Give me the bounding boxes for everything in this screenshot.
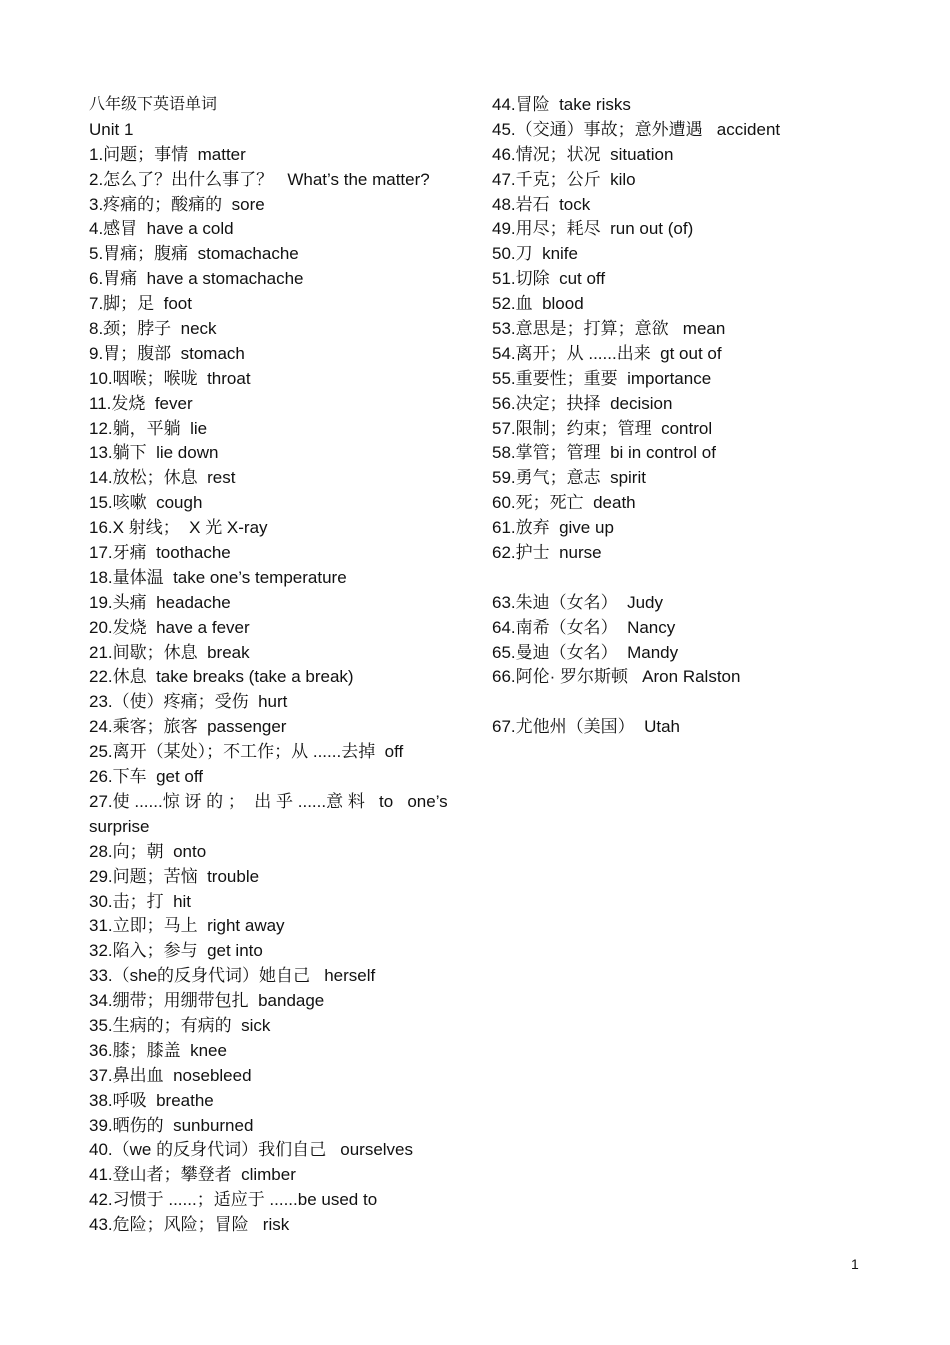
vocab-entry: 36.膝；膝盖 knee: [89, 1040, 227, 1060]
vocab-entry: 20.发烧 have a fever: [89, 617, 250, 637]
vocab-entry: 19.头痛 headache: [89, 592, 231, 612]
vocab-entry: 64.南希（女名） Nancy: [492, 617, 676, 637]
vocab-entry: 5.胃痛；腹痛 stomachache: [89, 244, 299, 264]
vocab-entry: 6.胃痛 have a stomachache: [89, 269, 304, 289]
right-entries-list: [492, 93, 932, 740]
vocab-entry: 58.掌管；管理 bi in control of: [492, 443, 716, 463]
vocab-entry: 10.咽喉；喉咙 throat: [89, 368, 251, 388]
left-entries-list: [89, 143, 479, 1238]
vocab-entry: 3.疼痛的；酸痛的 sore: [89, 194, 265, 214]
vocab-entry: 26.下车 get off: [89, 767, 204, 787]
vocab-entry: 37.鼻出血 nosebleed: [89, 1065, 252, 1085]
blank-line: [492, 566, 932, 591]
vocab-entry: 23.（使）疼痛；受伤 hurt: [89, 692, 288, 712]
vocab-entry: 46.情况；状况 situation: [492, 144, 674, 164]
vocab-entry: 54.离开；从 ......出来 gt out of: [492, 343, 722, 363]
vocab-entry: 14.放松；休息 rest: [89, 468, 236, 488]
vocab-entry: 2.怎么了？出什么事了？ What’s the matter?: [89, 169, 430, 189]
page-number: 1: [851, 1256, 859, 1272]
vocab-entry: 1.问题；事情 matter: [89, 144, 246, 164]
vocab-entry: 62.护士 nurse: [492, 543, 602, 563]
vocab-entry: 35.生病的；有病的 sick: [89, 1015, 271, 1035]
vocab-entry: 34.绷带；用绷带包扎 bandage: [89, 991, 325, 1011]
vocab-entry: 30.击；打 hit: [89, 891, 192, 911]
vocab-entry: 18.量体温 take one’s temperature: [89, 567, 347, 587]
vocab-entry: 13.躺下 lie down: [89, 443, 219, 463]
vocab-entry: 29.问题；苦恼 trouble: [89, 866, 260, 886]
vocab-entry: 56.决定；抉择 decision: [492, 393, 673, 413]
vocab-entry: 52.血 blood: [492, 294, 584, 314]
vocab-entry: 41.登山者；攀登者 climber: [89, 1165, 296, 1185]
vocab-entry: 12.躺，平躺 lie: [89, 418, 208, 438]
vocab-entry: 48.岩石 tock: [492, 194, 591, 214]
vocab-entry: 42.习惯于 ......；适应于 ......be used to: [89, 1190, 378, 1210]
vocab-entry: 47.千克；公斤 kilo: [492, 169, 636, 189]
vocab-entry: 59.勇气；意志 spirit: [492, 468, 646, 488]
vocab-entry: 32.陷入；参与 get into: [89, 941, 263, 961]
vocab-entry: 24.乘客；旅客 passenger: [89, 717, 287, 737]
vocab-entry: 15.咳嗽 cough: [89, 493, 203, 513]
vocab-entry: 51.切除 cut off: [492, 269, 606, 289]
vocab-entry: 9.胃；腹部 stomach: [89, 343, 245, 363]
unit-heading: Unit 1: [89, 119, 134, 139]
vocab-entry: 22.休息 take breaks (take a break): [89, 667, 354, 687]
vocab-entry: 39.晒伤的 sunburned: [89, 1115, 254, 1135]
vocab-entry: 50.刀 knife: [492, 244, 578, 264]
vocab-entry: 4.感冒 have a cold: [89, 219, 234, 239]
vocab-entry: 11.发烧 fever: [89, 393, 193, 413]
vocab-entry: 66.阿伦· 罗尔斯顿 Aron Ralston: [492, 667, 741, 687]
blank-line: [492, 690, 932, 715]
vocab-entry: 45.（交通）事故；意外遭遇 accident: [492, 119, 781, 139]
vocab-entry: 40.（we 的反身代词）我们自己 ourselves: [89, 1140, 414, 1160]
vocab-entry: 65.曼迪（女名） Mandy: [492, 642, 679, 662]
vocab-entry: 38.呼吸 breathe: [89, 1090, 214, 1110]
vocab-entry: surprise: [89, 816, 150, 836]
vocab-entry: 55.重要性；重要 importance: [492, 368, 712, 388]
vocab-entry: 61.放弃 give up: [492, 518, 614, 538]
vocab-entry: 67.尤他州（美国） Utah: [492, 717, 680, 737]
vocab-entry: 28.向；朝 onto: [89, 841, 207, 861]
vocab-entry: 53.意思是；打算；意欲 mean: [492, 319, 726, 339]
vocab-entry: 7.脚；足 foot: [89, 294, 192, 314]
left-column: [89, 93, 479, 1238]
vocab-entry: 16.X 射线； X 光 X-ray: [89, 518, 268, 538]
vocab-entry: 49.用尽；耗尽 run out (of): [492, 219, 694, 239]
vocab-entry: 57.限制；约束；管理 control: [492, 418, 713, 438]
vocab-entry: 43.危险；风险；冒险 risk: [89, 1215, 290, 1235]
right-column: [492, 93, 932, 740]
vocab-entry: 17.牙痛 toothache: [89, 543, 231, 563]
vocab-entry: 27.使 ......惊 讶 的 ； 出 乎 ......意 料 to one’s: [89, 791, 448, 811]
vocab-entry: 33.（she的反身代词）她自己 herself: [89, 966, 376, 986]
vocab-entry: 31.立即；马上 right away: [89, 916, 285, 936]
document-title: 八年级下英语单词: [89, 96, 218, 113]
vocab-entry: 63.朱迪（女名） Judy: [492, 592, 663, 612]
vocab-entry: 25.离开（某处）；不工作；从 ......去掉 off: [89, 742, 404, 762]
vocab-entry: 21.间歇；休息 break: [89, 642, 250, 662]
vocab-entry: 44.冒险 take risks: [492, 95, 631, 114]
vocab-entry: 8.颈；脖子 neck: [89, 319, 217, 339]
vocab-entry: 60.死；死亡 death: [492, 493, 636, 513]
